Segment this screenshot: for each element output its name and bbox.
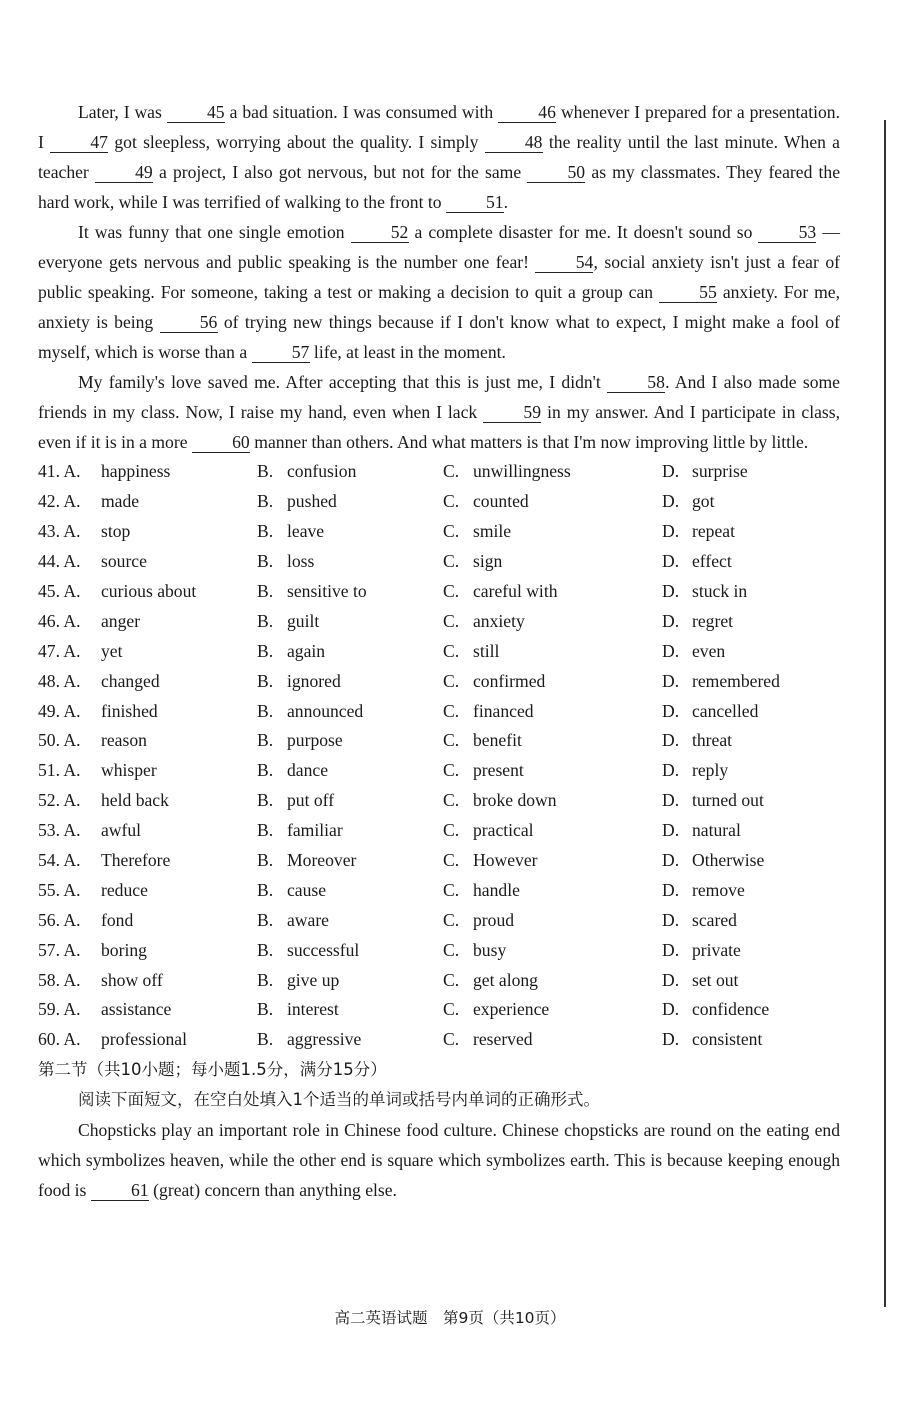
blank-60: 60 [192,432,250,453]
paragraph-2: It was funny that one single emotion 52 a complete disaster for me. It doesn't sound so 53 —everyone gets nervous and public speaking is the number one fear! 54, social anxiety isn't just a fear of public speaking. For someone, taking a test or making a decision to quit a group can 55 anxiety. For me, anxiety is being 56 of trying new things because if I don't know what to expect, I might make a fool of myself, which is worse than a 57 life, at least in the moment. [38,222,840,362]
option-row-42: 42. A. made B. pushed C. counted D. got [38,491,715,512]
blank-58: 58 [607,372,665,393]
option-row-55: 55. A. reduce B. cause C. handle D. remove [38,879,745,900]
page-footer: 高二英语试题 第9页（共10页） [334,1309,566,1327]
section-2-instruction: 阅读下面短文，在空白处填入1个适当的单词或括号内单词的正确形式。 [78,1089,600,1109]
section-2-title: 第二节（共10小题；每小题1.5分，满分15分） [38,1059,387,1079]
option-row-45: 45. A. curious about B. sensitive to C. careful with D. stuck in [38,581,748,601]
blank-55: 55 [659,282,717,303]
option-row-44: 44. A. source B. loss C. sign D. effect [38,551,732,572]
grammar-paragraph: Chopsticks play an important role in Chinese food culture. Chinese chopsticks are round on the eating end which symbolizes heaven, while the other end is square which symbolizes earth. This is because keeping enough food is 61 (great) concern than anything else. [38,1119,840,1200]
option-row-56: 56. A. fond B. aware C. proud D. scared [38,909,737,930]
option-row-59: 59. A. assistance B. interest C. experience D. confidence [38,999,770,1020]
blank-61: 61 [91,1180,149,1201]
option-row-52: 52. A. held back B. put off C. broke down D. turned out [38,790,764,811]
blank-59: 59 [483,402,541,423]
blank-54: 54 [535,252,593,273]
options-list [38,457,840,1055]
blank-53: 53 [758,222,816,243]
paragraph-1: Later, I was 45 a bad situation. I was consumed with 46 whenever I prepared for a presentation. I 47 got sleepless, worrying about the quality. I simply 48 the reality until the last minute. When a teacher 49 a project, I also got nervous, but not for the same 50 as my classmates. They feared the hard work, while I was terrified of walking to the front to 51. [38,102,840,212]
option-row-51: 51. A. whisper B. dance C. present D. reply [38,760,729,781]
blank-56: 56 [160,312,218,333]
option-row-43: 43. A. stop B. leave C. smile D. repeat [38,521,735,542]
blank-57: 57 [252,342,310,363]
option-row-47: 47. A. yet B. again C. still D. even [38,640,726,661]
grammar-passage [38,1115,840,1205]
blank-49: 49 [95,162,153,183]
blank-46: 46 [498,102,556,123]
option-row-58: 58. A. show off B. give up C. get along D. set out [38,969,739,990]
option-row-50: 50. A. reason B. purpose C. benefit D. threat [38,730,733,751]
option-row-41: 41. A. happiness B. confusion C. unwillingness D. surprise [38,461,748,482]
cloze-passage [38,97,840,457]
option-row-46: 46. A. anger B. guilt C. anxiety D. regret [38,610,734,631]
blank-47: 47 [50,132,108,153]
blank-50: 50 [527,162,585,183]
option-row-60: 60. A. professional B. aggressive C. reserved D. consistent [38,1029,763,1050]
option-row-49: 49. A. finished B. announced C. financed D. cancelled [38,700,759,721]
option-row-48: 48. A. changed B. ignored C. confirmed D. remembered [38,670,780,691]
paragraph-3: My family's love saved me. After accepting that this is just me, I didn't 58. And I also made some friends in my class. Now, I raise my hand, even when I lack 59 in my answer. And I participate in class, even if it is in a more 60 manner than others. And what matters is that I'm now improving little by little. [38,372,840,452]
blank-52: 52 [351,222,409,243]
margin-rule [884,120,886,1307]
option-row-57: 57. A. boring B. successful C. busy D. private [38,939,741,960]
blank-51: 51 [446,192,504,213]
option-row-54: 54. A. Therefore B. Moreover C. However D. Otherwise [38,850,765,871]
blank-45: 45 [167,102,225,123]
exam-page [38,97,840,1205]
option-row-53: 53. A. awful B. familiar C. practical D. natural [38,820,741,841]
blank-48: 48 [485,132,543,153]
